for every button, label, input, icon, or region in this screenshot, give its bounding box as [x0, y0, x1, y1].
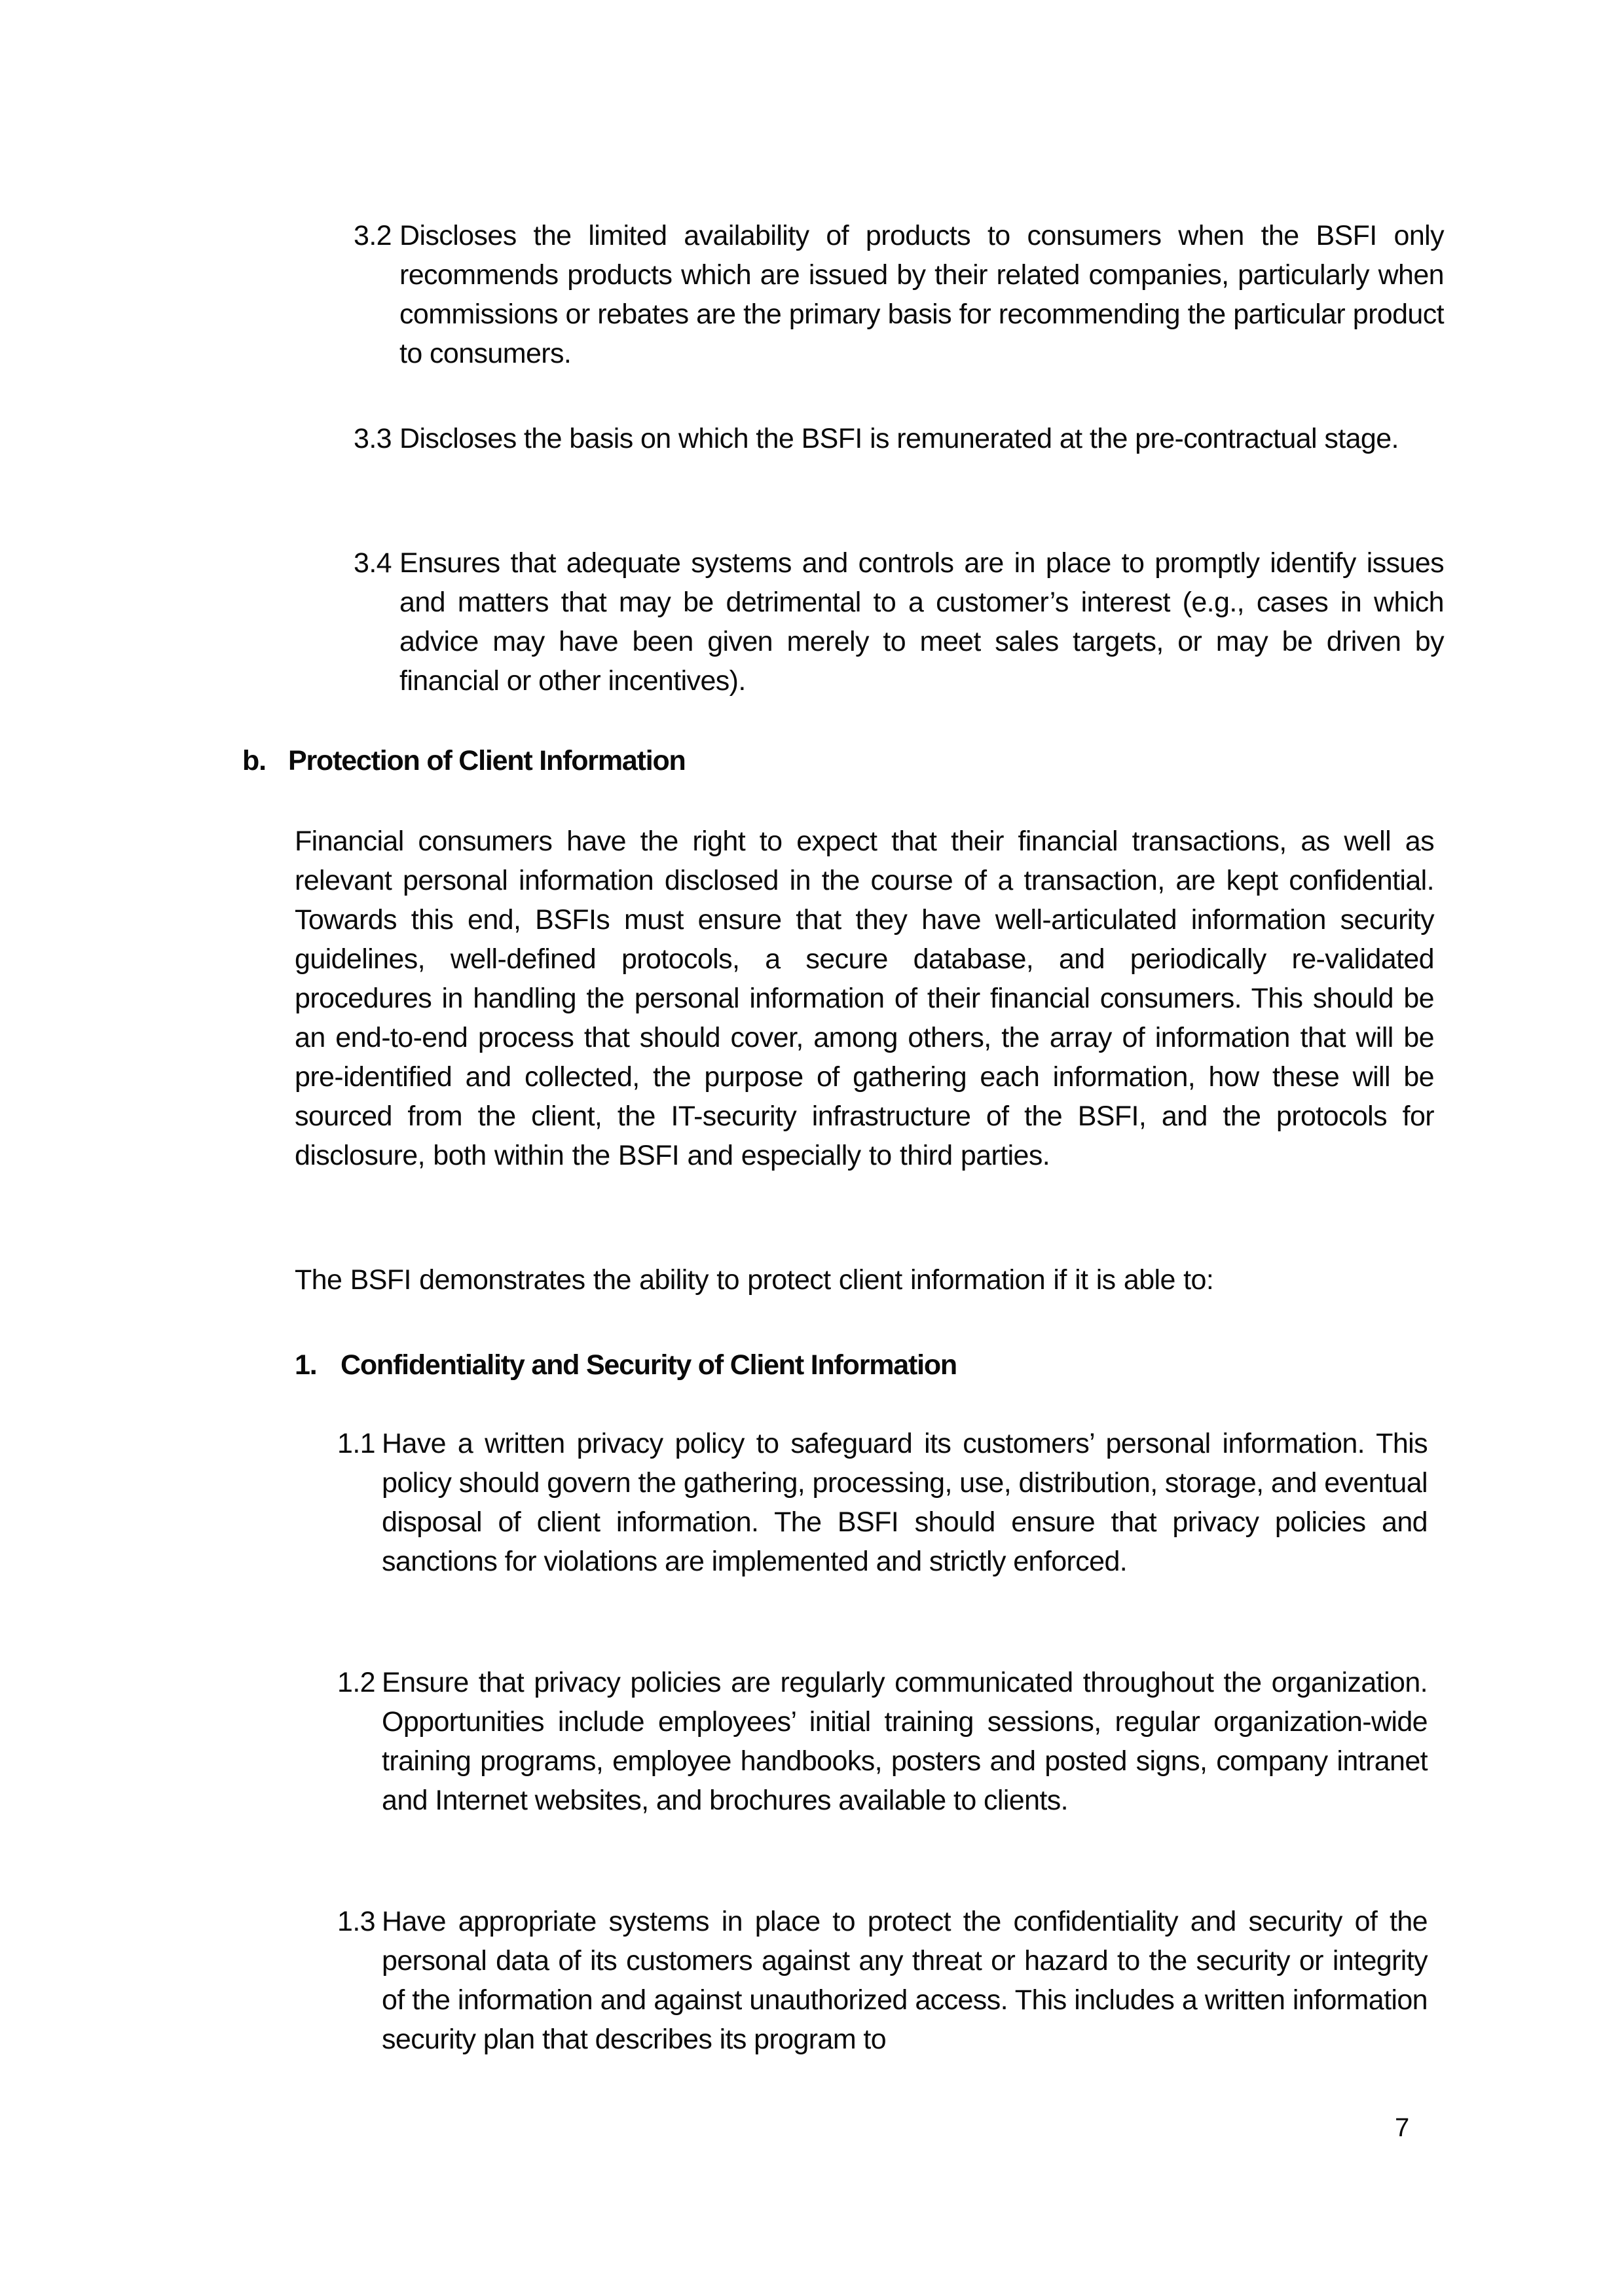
item-text: Discloses the basis on which the BSFI is remunerated at the pre-contractual stage.	[399, 423, 1399, 454]
subsection-marker: 1.	[295, 1349, 317, 1381]
item-number: 3.3	[354, 423, 392, 454]
item-number: 3.2	[354, 220, 392, 251]
section-heading-b	[242, 741, 686, 780]
subsection-title: Confidentiality and Security of Client Information	[341, 1349, 957, 1381]
item-text: Have appropriate systems in place to protect the confidentiality and security of the personal data of its customers against any threat or hazard to the security or integrity of the information and against unauthorized access. This includes a written information security plan that describes its program to	[382, 1906, 1428, 2055]
list-item-3-2	[354, 216, 1444, 373]
list-item-1-1	[337, 1424, 1428, 1581]
item-number: 1.2	[337, 1667, 375, 1698]
section-title: Protection of Client Information	[288, 745, 686, 776]
list-item-3-3	[354, 419, 1444, 458]
list-item-3-4	[354, 543, 1444, 701]
lead-in-sentence: The BSFI demonstrates the ability to protect client information if it is able to:	[295, 1264, 1214, 1296]
list-item-1-2	[337, 1663, 1428, 1820]
item-number: 1.1	[337, 1428, 375, 1459]
item-text: Ensure that privacy policies are regularly communicated throughout the organization. Opportunities include employees’ initial training sessions, regular organization-wide training programs, employee handbooks, posters and posted signs, company intranet and Internet websites, and brochures available to clients.	[382, 1667, 1428, 1816]
subsection-heading-1	[295, 1345, 957, 1385]
item-number: 3.4	[354, 547, 392, 579]
list-item-1-3	[337, 1902, 1428, 2059]
section-marker: b.	[242, 745, 266, 776]
item-number: 1.3	[337, 1906, 375, 1937]
item-text: Have a written privacy policy to safeguard its customers’ personal information. This policy should govern the gathering, processing, use, distribution, storage, and eventual disposal of client information. The BSFI should ensure that privacy policies and sanctions for violations are implemented and strictly enforced.	[382, 1428, 1428, 1577]
page-number: 7	[1395, 2113, 1410, 2142]
item-text: Ensures that adequate systems and controls are in place to promptly identify issues and matters that may be detrimental to a customer’s interest (e.g., cases in which advice may have been given merely to meet sales targets, or may be driven by financial or other incentives).	[399, 547, 1444, 697]
intro-paragraph: Financial consumers have the right to expect that their financial transactions, as well as relevant personal information disclosed in the course of a transaction, are kept confidential. Towards this end, BSFIs must ensure that they have well-articulated information security guidelines, well-defined protocols, a secure database, and periodically re-validated procedures in handling the personal information of their financial consumers. This should be an end-to-end process that should cover, among others, the array of information that will be pre-identified and collected, the purpose of gathering each information, how these will be sourced from the client, the IT-security infrastructure of the BSFI, and the protocols for disclosure, both within the BSFI and especially to third parties.	[295, 826, 1434, 1171]
item-text: Discloses the limited availability of products to consumers when the BSFI only recommends products which are issued by their related companies, particularly when commissions or rebates are the primary basis for recommending the particular product to consumers.	[399, 220, 1444, 369]
